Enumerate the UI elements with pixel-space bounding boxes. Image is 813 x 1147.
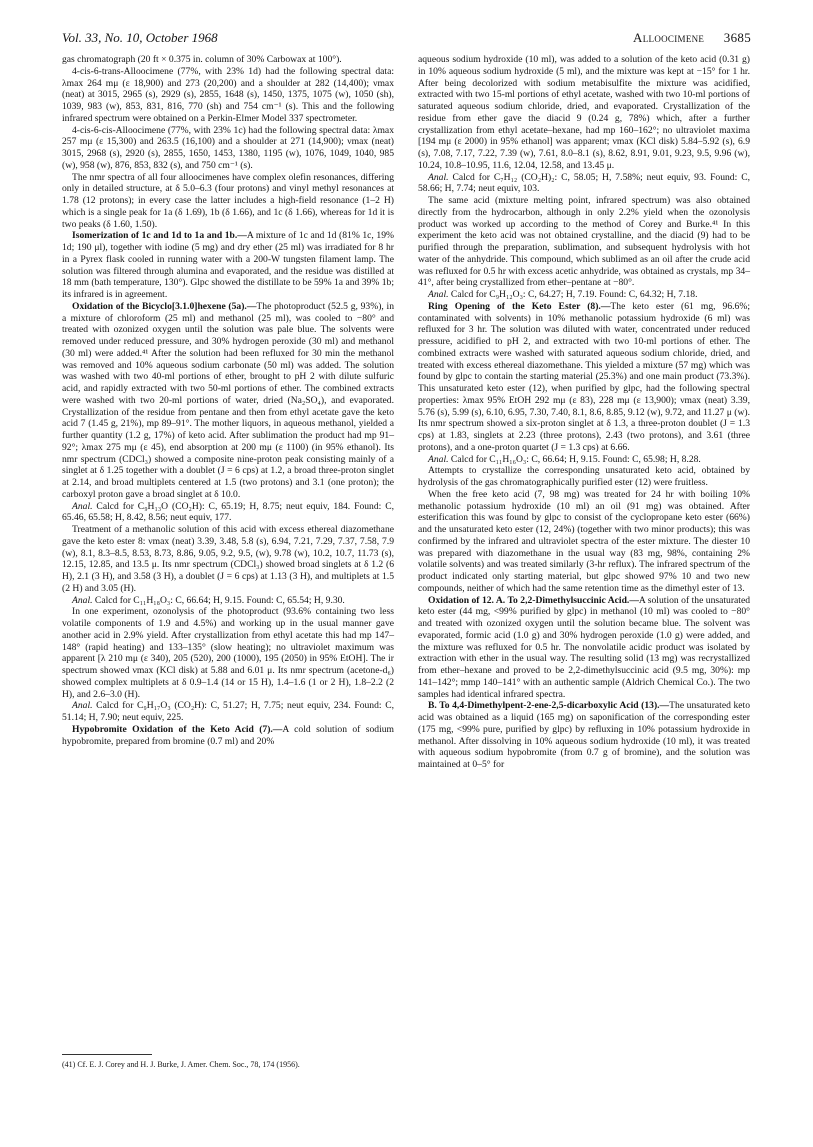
paragraph — [418, 172, 750, 196]
page-header — [62, 30, 751, 50]
paragraph — [62, 595, 394, 607]
paragraph-text: aqueous sodium hydroxide (10 ml), was added to a solution of the keto acid (0.31 g) in 10% aqueous sodium hydroxide (5 ml), and the mixture was kept at −15° for 1 hr. After being decolorized with sodium metabisulfite the mixture was acidified, extracted with two 15-ml portions of ethyl acetate, washed with two 10-ml portions of saturated aqueous sodium chloride, dried, and evaporated. Crystallization of the residue from ether gave the diacid 9 (0.24 g, 78%) which, after a further crystallization from ethyl acetate–hexane, had mp 160–162°; no ultraviolet maxima [194 mμ (ε 2000) in 95% ethanol] was apparent; νmax (KCl disk) 5.84–5.92 (s), 6.9 (s), 7.08, 7.17, 7.22, 7.39 (w), 7.61, 8.0–8.1 (s), 8.62, 8.91, 9.01, 9.23, 9.5, 9.96 (w), 10.24, 10.8–10.95, 11.6, 12.04, 12.58, and 13.45 μ. — [418, 54, 750, 171]
paragraph — [62, 54, 394, 66]
paragraph-text: 4-cis-6-cis-Alloocimene (77%, with 23% 1c) had the following spectral data: λmax 257 mμ (ε 15,300) and 263.5 (16,100) and a shoulder at 271 (14,900); νmax (neat) 3015, 2968 (s), 2920 (s), 2855, 1650, 1453, 1380, 1195 (w), 1076, 1049, 1040, 985 (w), 958 (w), 876, 853, 832 (s), and 750 cm⁻¹ (s). — [62, 124, 394, 171]
paragraph-text: Calcd for C₉H₁₂O₃: C, 64.27; H, 7.19. Found: C, 64.32; H, 7.18. — [448, 289, 698, 300]
paragraph — [418, 595, 750, 701]
analysis-label: Anal. — [428, 289, 449, 300]
paragraph-text: Attempts to crystallize the corresponding unsaturated keto acid, obtained by hydrolysis of the gas chromatographically purified ester (12) were fruitless. — [418, 465, 750, 488]
paragraph-text: The keto ester (61 mg, 96.6%; contaminated with solvents) in 10% methanolic potassium hydroxide (6 ml) was refluxed for 3 hr. The solution was diluted with water, concentrated under reduced pressure, acidified to pH 2, and extracted with two 10-ml portions of ether. The combined extracts were washed with saturated aqueous sodium chloride, dried, and treated with excess ethereal diazomethane. This yielded a mixture (57 mg) which was found by glpc to contain the starting material (25.3%) and one main product (73.3%). This unsaturated keto ester (12), when purified by glpc, had the following spectral properties: λmax 95% EtOH 292 mμ (ε 83), 228 mμ (ε 13,900); νmax (neat) 3.39, 5.76 (s), 5.99 (s), 6.10, 6.95, 7.30, 7.40, 8.1, 8.6, 8.85, 9.12 (w), 9.72, and 11.27 μ (w). Its nmr spectrum showed a six-proton singlet at δ 1.3, a three-proton doublet (J = 1.3 cps) at 1.83, singlets at 2.23 (three protons), 2.43 (two protons), and 3.61 (three protons), and a one-proton quartet (J = 1.3 cps) at 6.66. — [418, 300, 750, 453]
paragraph-text: A cold solution of sodium hypobromite, prepared from bromine (0.7 ml) and 20% — [62, 723, 394, 747]
left-column — [62, 54, 394, 747]
running-head — [633, 30, 751, 46]
analysis-label: Anal. — [72, 700, 93, 712]
paragraph-text: gas chromatograph (20 ft × 0.375 in. column of 30% Carbowax at 100°). — [62, 54, 342, 65]
analysis-label: Anal. — [72, 500, 93, 512]
right-column — [418, 54, 750, 771]
paragraph — [62, 524, 394, 595]
section-heading: Isomerization of 1c and 1d to 1a and 1b.— — [72, 230, 247, 242]
section-heading: B. To 4,4-Dimethylpent-2-ene-2,5-dicarboxylic Acid (13).— — [428, 700, 670, 712]
footnote-rule — [62, 1054, 152, 1055]
paragraph — [418, 454, 750, 466]
paragraph — [418, 465, 750, 489]
paragraph-text: The nmr spectra of all four alloocimenes have complex olefin resonances, differing only in detailed structure, at δ 5.0–6.3 (four protons) and vinyl methyl resonances at 1.78 (12 protons); in every case the latter includes a high-field resonance (1–2 H) which is a single peak for 1a (δ 1.69), 1b (δ 1.66), and 1c (δ 1.66), whereas for 1d it is two peaks (δ 1.60, 1.50). — [62, 171, 394, 230]
section-heading: Oxidation of the Bicyclo[3.1.0]hexene (5a).— — [72, 300, 257, 312]
journal-issue: Vol. 33, No. 10, October 1968 — [62, 30, 218, 45]
footnote: (41) Cf. E. J. Corey and H. J. Burke, J. Amer. Chem. Soc., 78, 174 (1956). — [62, 1060, 300, 1069]
paragraph-text: Calcd for C₉H₁₇O₃ (CO₂H): C, 51.27; H, 7.75; neut equiv, 234. Found: C, 51.14; H, 7.90; neut equiv, 225. — [62, 700, 394, 723]
section-heading: Ring Opening of the Keto Ester (8).— — [428, 300, 611, 312]
paragraph-text: The same acid (mixture melting point, infrared spectrum) was also obtained directly from the hydrocarbon, although in only 2.2% yield when the ozonolysis product was worked up according to the method of Corey and Burke.⁴¹ In this experiment the keto acid was not obtained crystalline, and the diacid (9) had to be purified through the preparation, sublimation, and subsequent hydrolysis with hot water of the anhydride. This compound, which sublimed as an oil after the crude acid was refluxed for 0.5 hr with excess acetic anhydride, was obtained as crystals, mp 34–41°, after being crystallized from ether–pentane at −80°. — [418, 195, 750, 289]
paragraph — [62, 724, 394, 748]
paragraph-text: Calcd for C₉H₁₃O (CO₂H): C, 65.19; H, 8.75; neut equiv, 184. Found: C, 65.46, 65.58; H, 8.42, 8.56; neut equiv, 177. — [62, 500, 394, 524]
paragraph — [62, 606, 394, 700]
paragraph-text: A solution of the unsaturated keto ester (44 mg, <99% purified by glpc) in methanol (10 ml) was cooled to −80° and treated with ozonized oxygen until the solution became blue. The solvent was evaporated, formic acid (1.0 g) and 30% hydrogen peroxide (1.0 g) were added, and the mixture was refluxed for 0.5 hr. The nonvolatile acidic product was isolated by extraction with ether in the usual way. The resulting solid (13 mg) was recrystallized from ether–hexane and proved to be 2,2-dimethylsuccinic acid (9.5 mg, 30%): mp 141–142°; mmp 140–141° with an authentic sample (Aldrich Chemical Co.). The two samples had identical infrared spectra. — [418, 594, 751, 700]
paragraph — [418, 489, 750, 595]
paragraph-text: 4-cis-6-trans-Alloocimene (77%, with 23% 1d) had the following spectral data: λmax 264 mμ (ε 18,900) and 273 (20,200) and a shoulder at 282 (14,400); νmax (neat) at 3015, 2965 (s), 2929 (s), 2855, 1648 (s), 1450, 1375, 1075 (w), 1050 (sh), 1039, 983 (w), 853, 831, 816, 770 (sh) and 754 cm⁻¹ (s). This and the following infrared spectrum were obtained on a Perkin-Elmer Model 337 spectrometer. — [62, 65, 394, 124]
paragraph — [418, 195, 750, 289]
running-title: Alloocimene — [633, 30, 705, 45]
paragraph — [418, 301, 750, 454]
paragraph-text: Calcd for C₁₁H₁₈O₃: C, 66.64; H, 9.15. Found: C, 65.54; H, 9.30. — [92, 594, 345, 606]
paragraph — [418, 700, 750, 771]
section-heading: Oxidation of 12. A. To 2,2-Dimethylsuccinic Acid.— — [428, 594, 639, 606]
analysis-label: Anal. — [72, 594, 93, 606]
paragraph-text: A mixture of 1c and 1d (81% 1c, 19% 1d; 190 μl), together with iodine (5 mg) and dry ether (25 ml) was irradiated for 8 hr in a Pyrex flask cooled in running water with a 200-W tungsten filament lamp. The solution was filtered through alumina and evaporated, and the residue was distilled at 18 mm (bath temperature, 130°). Glpc showed the distillate to be 59% 1a and 39% 1b; its infrared is in agreement. — [62, 230, 394, 300]
paragraph — [418, 54, 750, 172]
paragraph — [62, 230, 394, 301]
paragraph-text: The photoproduct (52.5 g, 93%), in a mixture of chloroform (25 ml) and methanol (25 ml), was cooled to −80° and treated with ozonized oxygen until the solution was pale blue. The solvents were removed under reduced pressure, and 30% hydrogen peroxide (30 ml) and methanol (30 ml) were added.⁴¹ After the solution had been refluxed for 30 min the methanol was removed and 10% aqueous sodium carbonate (50 ml) was added. The solution was washed with two 40-ml portions of ether, brought to pH 2 with dilute sulfuric acid, and rapidly extracted with two 50-ml portions of ether. The combined extracts were washed with two 20-ml portions of water, dried (Na₂SO₄), and evaporated. Crystallization of the residue from pentane and then from ethyl acetate gave the keto acid 7 (1.45 g, 21%), mp 89–91°. The mother liquors, in aqueous methanol, yielded a further quantity (1.2 g, 17%) of keto acid. After sublimation the product had mp 91–92°; λmax 275 mμ (ε 45), end absorption at 200 mμ (ε 1100) (in 95% ethanol). Its nmr spectrum (CDCl₃) showed a composite nine-proton peak consisting mainly of a singlet at δ 1.25 together with a doublet (J = 6 cps) at 1.2, a broad three-proton singlet at 2.14, and broad multiplets centered at 1.5 (two protons) and 3.1 (one proton); the carboxyl proton gave a broad singlet at δ 10.0. — [62, 300, 395, 500]
analysis-label: Anal. — [428, 453, 449, 465]
paragraph — [62, 501, 394, 525]
paragraph-text: Treatment of a methanolic solution of this acid with excess ethereal diazomethane gave the keto ester 8: νmax (neat) 3.39, 3.48, 5.8 (s), 6.94, 7.21, 7.29, 7.37, 7.58, 7.9 (w), 8.1, 8.3–8.5, 8.53, 8.73, 8.86, 9.05, 9.2, 9.5, (w), 9.78 (w), 10.2, 10.7, 11.73 (s), 12.15, 12.85, and 13.5 μ. Its nmr spectrum (CDCl₃) showed broad singlets at δ 1.2 (6 H), 2.1 (3 H), and 3.58 (3 H), a doublet (J = 6 cps) at 1.13 (3 H), and multiplets at 1.5 (2 H) and 3.05 (H). — [62, 524, 394, 594]
paragraph — [418, 289, 750, 301]
analysis-label: Anal. — [428, 171, 449, 183]
paragraph-text: Calcd for C₁₁H₁₆O₃: C, 66.64; H, 9.15. Found: C, 65.98; H, 8.28. — [448, 453, 701, 465]
paragraph-text: Calcd for C₇H₁₂ (CO₂H)₂: C, 58.05; H, 7.58%; neut equiv, 93. Found: C, 58.66; H, 7.74; neut equiv, 103. — [418, 171, 750, 195]
paragraph — [62, 301, 394, 501]
paragraph-text: The unsaturated keto acid was obtained as a liquid (165 mg) on saponification of the corresponding ester (175 mg, <99% pure, purified by glpc) by refluxing in 10% potassium hydroxide in methanol. After dissolving in 10% aqueous sodium hydroxide (10 ml), it was treated with aqueous sodium hypobromite (from 0.7 g of bromine), and the solution was maintained at 0–5° for — [418, 700, 750, 770]
paragraph — [62, 66, 394, 125]
paragraph-text: When the free keto acid (7, 98 mg) was treated for 24 hr with boiling 10% methanolic potassium hydroxide (10 ml) an oil (91 mg) was obtained. After esterification this was found by glpc to consist of the cyclopropane keto ester (66%) and the unsaturated keto ester (12, 24%) (together with two minor products); this was confirmed by the infrared and ultraviolet spectra of the ester mixture. The diester 10 was prepared with diazomethane in the usual way (83 mg, 98%, containing 2% volatile solvents) and was treated similarly (3-hr reflux). The infrared spectrum of the product indicated only starting material, but glpc showed 97% 10 and two new compounds, neither of which had the same retention time as the dimethyl ester of 13. — [418, 488, 750, 594]
section-heading: Hypobromite Oxidation of the Keto Acid (7).— — [72, 723, 283, 735]
paragraph — [62, 700, 394, 724]
page-number: 3685 — [723, 30, 751, 45]
paragraph — [62, 125, 394, 172]
paragraph — [62, 172, 394, 231]
paragraph-text: In one experiment, ozonolysis of the photoproduct (93.6% containing two less volatile components of 1.9 and 4.5%) and working up in the usual manner gave another acid in 2.9% yield. After crystallization from ethyl acetate this had mp 147–148° (rapid heating) and 133–135° (slow heating); no ultraviolet maximum was apparent [λ 210 mμ (ε 340), 205 (520), 200 (1000), 195 (2050) in 95% EtOH]. The ir spectrum showed νmax (KCl disk) at 5.88 and 6.01 μ. Its nmr spectrum (acetone-d₆) showed complex multiplets at δ 0.9–1.4 (14 or 15 H), 1.4–1.6 (1 or 2 H), 1.8–2.2 (2 H), and 2.6–3.0 (H). — [62, 606, 394, 700]
